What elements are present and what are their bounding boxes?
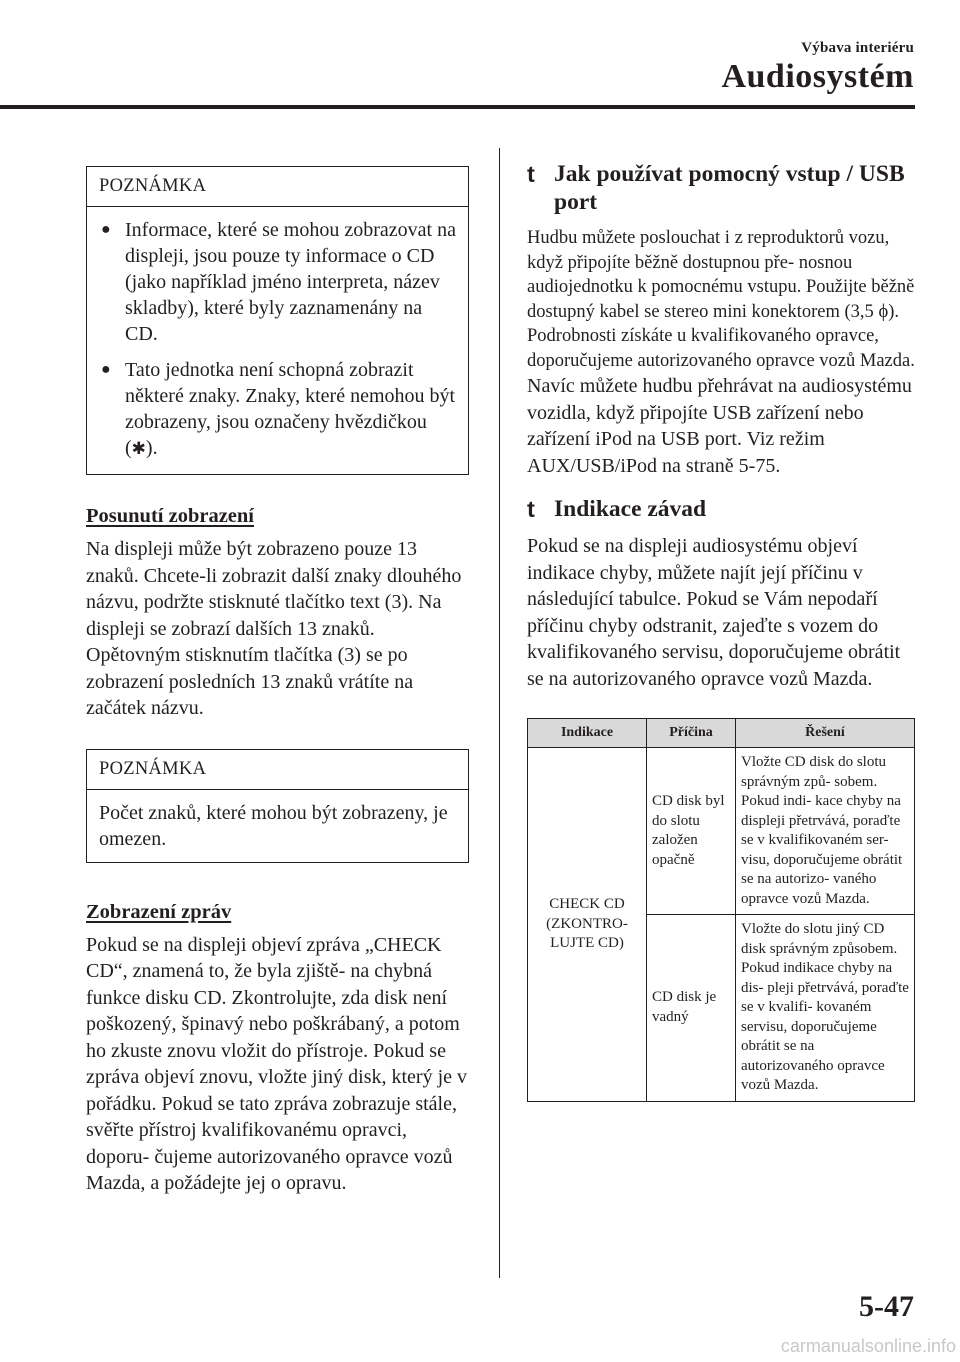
- aux-text-small-part: Hudbu můžete poslouchat i z reproduktorů vozu, když připojíte běžně dostupnou pře- nosnou audiojednotku k pomocnému vstupu. Použijte běžně dostupný kabel se stereo mini konektorem (3,5: [527, 228, 915, 322]
- table-cell-solution: Vložte do slotu jiný CD disk správným způsobem. Pokud indikace chyby na dis- pleji přetrvává, poraďte se v kvalifi- kovaném servisu, doporučujeme obrátit se na autorizovaného opravce vozů Mazda.: [736, 915, 915, 1102]
- section-marker-icon: t: [527, 496, 535, 522]
- section-marker-icon: t: [527, 161, 535, 187]
- right-column: [527, 160, 915, 1102]
- page-number: 5-47: [859, 1290, 914, 1323]
- table-header-cause: Příčina: [647, 719, 736, 748]
- table-header-indicator: Indikace: [528, 719, 647, 748]
- messages-text: Pokud se na displeji objeví zpráva „CHECK CD“, znamená to, že byla zjiště- na chybná funkce disku CD. Zkontrolujte, zda disk není poškozený, špinavý nebo poškrábaný, a potom ho zkuste znovu vložit do přístroje. Pokud se zpráva objeví znovu, vložte jiný disk, který je v pořádku. Pokud se tato zpráva zobrazuje stále, svěřte přístroj kvalifikovanému opravci, doporu- čujeme autorizovaného opravce vozů Mazda, a požádejte jej o opravu.: [86, 933, 468, 1194]
- table-cell-cause: CD disk je vadný: [647, 915, 736, 1102]
- faults-heading-text: Indikace závad: [554, 496, 707, 522]
- faults-section-heading: [527, 495, 915, 523]
- aux-text-small-tail: ). Podrobnosti získáte u kvalifikovaného opravce, doporučujeme autorizovaného opravce vozů Mazda.: [527, 301, 915, 371]
- note-body: [87, 207, 468, 474]
- table-row: [528, 748, 915, 915]
- column-divider: [499, 148, 500, 1278]
- table-header-row: [528, 719, 915, 748]
- aux-text: Navíc můžete hudbu přehrávat na audiosystému vozidla, když připojíte USB zařízení nebo zařízení iPod na USB port. Viz režim AUX/USB/iPod na straně 5-75.: [527, 375, 912, 477]
- bullet-icon: ●: [101, 221, 111, 238]
- asterisk-star-icon: ✱: [131, 439, 146, 458]
- header-rule: [0, 105, 915, 109]
- note-text: Počet znaků, které mohou být zobrazeny, je omezen.: [99, 801, 448, 850]
- watermark: carmanualsonline.info: [780, 1336, 956, 1356]
- faults-text: Pokud se na displeji audiosystému objeví indikace chyby, můžete najít její příčinu v následující tabulce. Pokud se Vám nepodaří příčinu chyby odstranit, zajeďte s vozem do kvalifikovaného servisu, doporučujeme obrátit se na autorizovaného opravce vozů Mazda.: [527, 535, 901, 690]
- messages-heading: Zobrazení zpráv: [86, 900, 232, 923]
- note-item-text: Tato jednotka není schopná zobrazit některé znaky. Znaky, které nemohou být zobrazeny, jsou označeny hvězdičkou (: [125, 359, 456, 459]
- note-box-char-limit: [86, 749, 469, 863]
- note-list: [99, 217, 456, 462]
- scroll-display-text: Na displeji může být zobrazeno pouze 13 znaků. Chcete-li zobrazit další znaky dlouhého názvu, podržte stisknuté tlačítko text (3). Na displeji se zobrazí dalších 13 znaků. Opětovným stisknutím tlačítka (3) se po zobrazení posledních 13 znaků vrátíte na začátek názvu.: [86, 538, 462, 719]
- table-header-solution: Řešení: [736, 719, 915, 748]
- scroll-display-heading: Posunutí zobrazení: [86, 505, 254, 527]
- note-box-display-info: [86, 166, 469, 475]
- fault-table: [527, 718, 915, 1102]
- table-cell-cause: CD disk byl do slotu založen opačně: [647, 748, 736, 915]
- note-heading: POZNÁMKA: [87, 750, 468, 790]
- diameter-phi-icon: ϕ: [878, 301, 889, 322]
- note-item: [99, 217, 456, 347]
- page-title: Audiosystém: [721, 58, 914, 95]
- bullet-icon: ●: [101, 361, 111, 378]
- aux-section-heading: [527, 160, 915, 216]
- note-item: [99, 357, 456, 462]
- table-cell-solution: Vložte CD disk do slotu správným způ- sobem. Pokud indi- kace chyby na displeji přetrvává, poraďte se v kvalifikovaném ser- visu, doporučujeme obrátit se na autorizo- vaného opravce vozů Mazda.: [736, 748, 915, 915]
- table-cell-indicator: CHECK CD (ZKONTRO- LUJTE CD): [528, 748, 647, 1102]
- note-item-text: Informace, které se mohou zobrazovat na displeji, jsou pouze ty informace o CD (jako například jméno interpreta, název skladby), které byly zaznamenány na CD.: [125, 219, 456, 345]
- left-column: [86, 166, 469, 1197]
- note-item-text-tail: ).: [145, 437, 158, 459]
- header-section-label: Výbava interiéru: [801, 40, 914, 56]
- note-body: [87, 790, 468, 862]
- aux-text-small: [527, 226, 915, 373]
- aux-heading-text: Jak používat pomocný vstup / USB port: [554, 161, 905, 215]
- note-heading: POZNÁMKA: [87, 167, 468, 207]
